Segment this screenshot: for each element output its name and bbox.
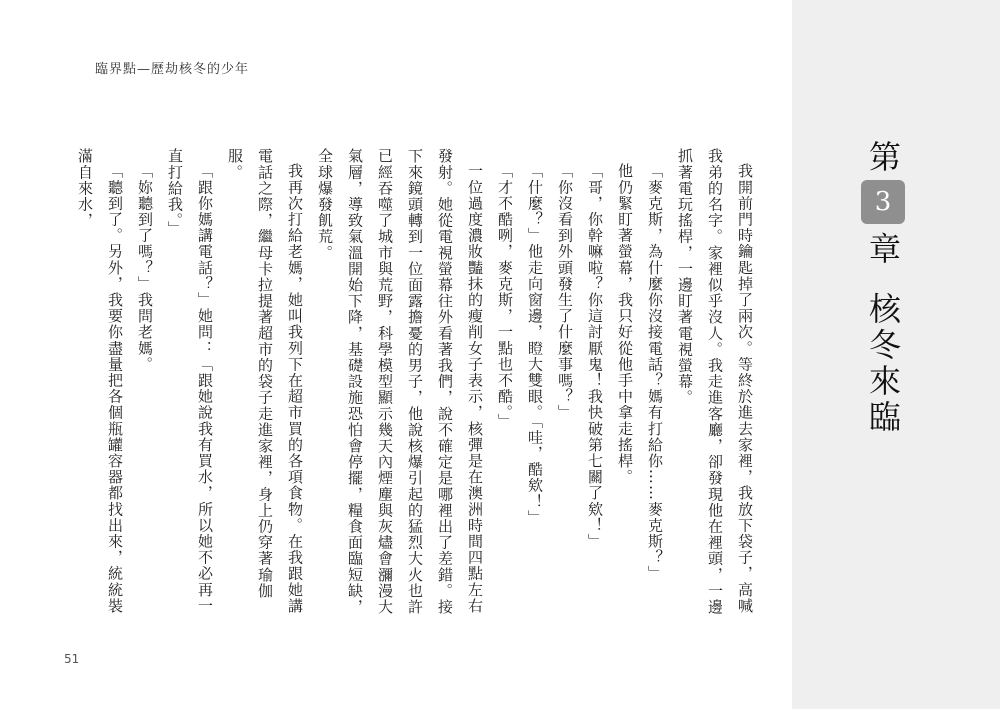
running-head: 臨界點—歷劫核冬的少年 xyxy=(95,62,250,77)
chapter-title: 核冬來臨 xyxy=(864,292,902,436)
paragraph: 我開前門時鑰匙掉了兩次。等終於進去家裡，我放下袋子，高喊我弟的名字。家裡似乎沒人。我走進客廳，卻發現他在裡頭，一邊抓著電玩搖桿，一邊盯著電視螢幕。 xyxy=(676,148,754,615)
paragraph: 「麥克斯，為什麼你沒接電話？媽有打給你……麥克斯？」 xyxy=(646,163,664,582)
chapter-number-badge: 3 xyxy=(861,180,905,224)
chapter-prefix: 第 xyxy=(864,140,902,172)
page-number: 51 xyxy=(64,652,80,666)
body-text xyxy=(60,148,760,623)
paragraph: 我再次打給老媽，她叫我列下在超市買的各項食物。在我跟她講電話之際，繼母卡拉提著超市的袋子走進家裡，身上仍穿著瑜伽服。 xyxy=(226,148,304,614)
chapter-suffix: 章 xyxy=(864,232,902,264)
paragraph: 他仍緊盯著螢幕，我只好從他手中拿走搖桿。 xyxy=(616,163,634,485)
paragraph: 「妳聽到了嗎？」我問老媽。 xyxy=(136,163,154,373)
paragraph: 「才不酷咧，麥克斯，一點也不酷。」 xyxy=(496,163,514,430)
chapter-heading xyxy=(860,140,906,436)
paragraph: 「哥，你幹嘛啦？你這討厭鬼！我快破第七關了欸！」 xyxy=(586,163,604,550)
paragraph: 「聽到了。另外，我要你盡量把各個瓶罐容器都找出來，統統裝滿自來水， xyxy=(76,148,124,614)
paragraph: 「跟你媽講電話？」她問：「跟她說我有買水，所以她不必再一直打給我。」 xyxy=(166,148,214,614)
paragraph: 「你沒看到外頭發生了什麼事嗎？」 xyxy=(556,163,574,421)
paragraph: 一位過度濃妝豔抹的瘦削女子表示，核彈是在澳洲時間四點左右發射。她從電視螢幕往外看著我們，說不確定是哪裡出了差錯。接下來鏡頭轉到一位面露擔憂的男子，他說核爆引起的猛烈大火也許已經吞噬了城市與荒野，科學模型顯示幾天內煙塵與灰燼會瀰漫大氣層，導致氣溫開始下降，基礎設施恐怕會停擺，糧食面臨短缺，全球爆發飢荒。 xyxy=(316,148,484,615)
paragraph: 「什麼？」他走向窗邊，瞪大雙眼。「哇，酷欸！」 xyxy=(526,163,544,526)
